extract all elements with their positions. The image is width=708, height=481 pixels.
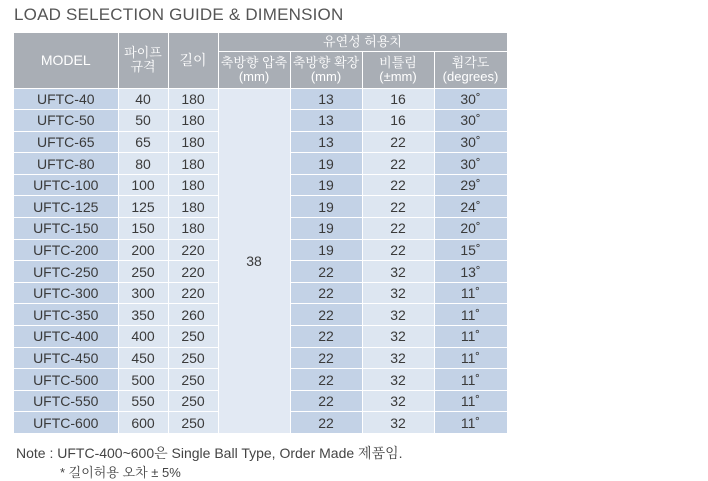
cell-pipe: 100 (118, 174, 168, 196)
cell-twist: 32 (362, 326, 434, 348)
cell-pipe: 40 (118, 88, 168, 110)
cell-model: UFTC-600 (14, 412, 118, 434)
cell-extend: 22 (290, 412, 362, 434)
cell-angle: 30˚ (434, 153, 507, 175)
cell-twist: 22 (362, 131, 434, 153)
cell-length: 180 (168, 174, 218, 196)
cell-extend: 22 (290, 326, 362, 348)
note-text: Note : UFTC-400~600은 Single Ball Type, Order Made 제품임. (16, 445, 403, 461)
cell-pipe: 400 (118, 326, 168, 348)
cell-model: UFTC-50 (14, 110, 118, 132)
cell-model: UFTC-100 (14, 174, 118, 196)
cell-model: UFTC-200 (14, 239, 118, 261)
cell-model: UFTC-350 (14, 304, 118, 326)
cell-model: UFTC-80 (14, 153, 118, 175)
cell-length: 220 (168, 239, 218, 261)
cell-pipe: 80 (118, 153, 168, 175)
cell-extend: 13 (290, 88, 362, 110)
cell-length: 180 (168, 131, 218, 153)
cell-pipe: 600 (118, 412, 168, 434)
header-compress: 축방향 압축(mm) (218, 51, 290, 88)
cell-length: 220 (168, 261, 218, 283)
cell-twist: 32 (362, 261, 434, 283)
cell-twist: 22 (362, 239, 434, 261)
cell-model: UFTC-400 (14, 326, 118, 348)
cell-pipe: 550 (118, 390, 168, 412)
cell-twist: 32 (362, 304, 434, 326)
header-angle: 휨각도 (degrees) (434, 51, 507, 88)
cell-pipe: 500 (118, 369, 168, 391)
cell-angle: 11˚ (434, 412, 507, 434)
cell-angle: 11˚ (434, 390, 507, 412)
cell-twist: 32 (362, 347, 434, 369)
page-title: LOAD SELECTION GUIDE & DIMENSION (14, 5, 344, 24)
cell-twist: 32 (362, 369, 434, 391)
cell-length: 250 (168, 390, 218, 412)
cell-angle: 15˚ (434, 239, 507, 261)
cell-angle: 11˚ (434, 347, 507, 369)
header-pipe: 파이프 규격 (118, 33, 168, 88)
cell-extend: 22 (290, 282, 362, 304)
cell-extend: 19 (290, 153, 362, 175)
cell-twist: 32 (362, 412, 434, 434)
cell-pipe: 450 (118, 347, 168, 369)
cell-model: UFTC-40 (14, 88, 118, 110)
cell-pipe: 350 (118, 304, 168, 326)
header-flex-group: 유연성 허용치 (218, 33, 507, 51)
cell-angle: 11˚ (434, 326, 507, 348)
cell-angle: 20˚ (434, 218, 507, 240)
cell-model: UFTC-300 (14, 282, 118, 304)
cell-length: 220 (168, 282, 218, 304)
cell-model: UFTC-65 (14, 131, 118, 153)
cell-angle: 11˚ (434, 369, 507, 391)
cell-pipe: 125 (118, 196, 168, 218)
cell-pipe: 150 (118, 218, 168, 240)
cell-compress-merged: 38 (218, 88, 290, 434)
cell-model: UFTC-450 (14, 347, 118, 369)
header-extend: 축방향 확장(mm) (290, 51, 362, 88)
header-length: 길이 (168, 33, 218, 88)
cell-twist: 32 (362, 282, 434, 304)
cell-length: 250 (168, 326, 218, 348)
cell-extend: 22 (290, 304, 362, 326)
cell-pipe: 65 (118, 131, 168, 153)
cell-model: UFTC-250 (14, 261, 118, 283)
cell-length: 250 (168, 347, 218, 369)
cell-extend: 22 (290, 390, 362, 412)
cell-extend: 13 (290, 110, 362, 132)
table-row (14, 88, 507, 110)
cell-angle: 11˚ (434, 304, 507, 326)
cell-extend: 22 (290, 261, 362, 283)
tolerance-note: * 길이허용 오차 ± 5% (60, 465, 181, 480)
cell-length: 260 (168, 304, 218, 326)
cell-model: UFTC-125 (14, 196, 118, 218)
cell-twist: 22 (362, 218, 434, 240)
cell-extend: 19 (290, 218, 362, 240)
cell-pipe: 50 (118, 110, 168, 132)
cell-length: 250 (168, 369, 218, 391)
cell-pipe: 200 (118, 239, 168, 261)
cell-extend: 22 (290, 347, 362, 369)
cell-length: 250 (168, 412, 218, 434)
cell-length: 180 (168, 153, 218, 175)
cell-model: UFTC-550 (14, 390, 118, 412)
cell-angle: 30˚ (434, 131, 507, 153)
cell-model: UFTC-150 (14, 218, 118, 240)
cell-angle: 30˚ (434, 110, 507, 132)
header-model: MODEL (14, 33, 118, 88)
cell-angle: 11˚ (434, 282, 507, 304)
header-twist: 비틀림 (±mm) (362, 51, 434, 88)
cell-twist: 22 (362, 174, 434, 196)
load-selection-table (14, 33, 508, 434)
cell-extend: 22 (290, 369, 362, 391)
cell-length: 180 (168, 88, 218, 110)
cell-extend: 13 (290, 131, 362, 153)
cell-twist: 32 (362, 390, 434, 412)
cell-angle: 29˚ (434, 174, 507, 196)
cell-twist: 22 (362, 153, 434, 175)
cell-pipe: 300 (118, 282, 168, 304)
cell-length: 180 (168, 218, 218, 240)
cell-angle: 24˚ (434, 196, 507, 218)
cell-twist: 16 (362, 110, 434, 132)
cell-length: 180 (168, 110, 218, 132)
cell-extend: 19 (290, 239, 362, 261)
cell-twist: 16 (362, 88, 434, 110)
cell-angle: 13˚ (434, 261, 507, 283)
cell-length: 180 (168, 196, 218, 218)
cell-twist: 22 (362, 196, 434, 218)
table-body (14, 88, 507, 434)
cell-angle: 30˚ (434, 88, 507, 110)
cell-extend: 19 (290, 196, 362, 218)
cell-extend: 19 (290, 174, 362, 196)
cell-model: UFTC-500 (14, 369, 118, 391)
cell-pipe: 250 (118, 261, 168, 283)
